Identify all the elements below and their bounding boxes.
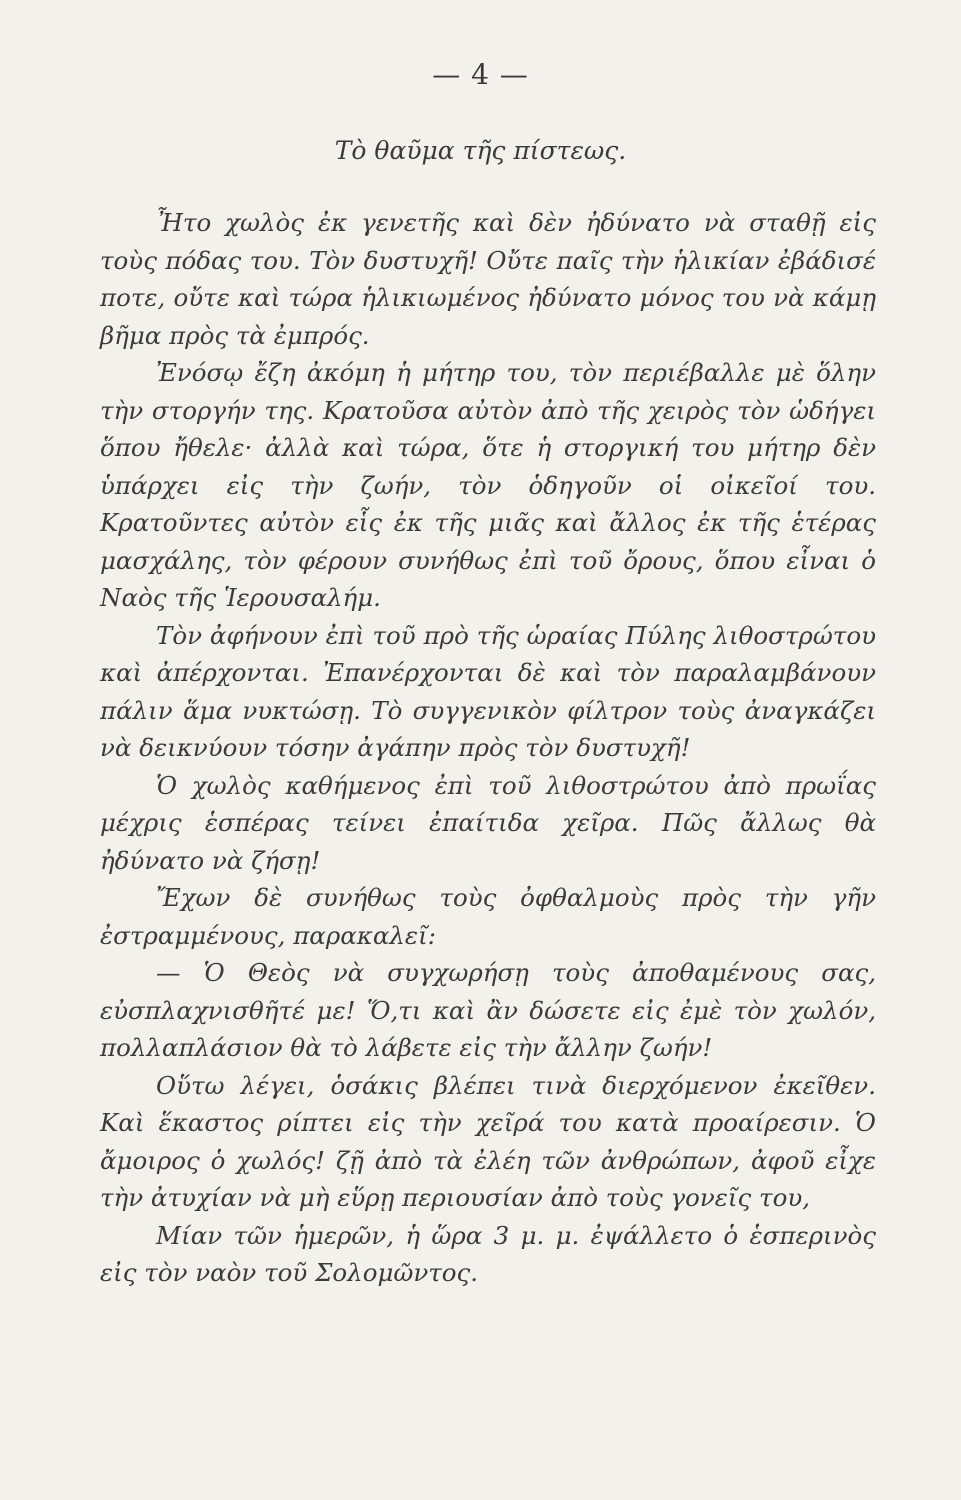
paragraph-3: Τὸν ἀφήνουν ἐπὶ τοῦ πρὸ τῆς ὡραίας Πύλης λιθοστρώτου καὶ ἀπέρχονται. Ἐπανέρχονται δὲ καὶ τὸν παραλαμβάνουν πάλιν ἅμα νυκτώσῃ. Τὸ συγγενικὸν φίλτρον τοὺς ἀναγκάζει νὰ δεικνύουν τόσην ἀγάπην πρὸς τὸν δυστυχῆ!	[100, 620, 876, 762]
chapter-title: Τὸ θαῦμα τῆς πίστεως.	[334, 136, 627, 165]
paragraph-7: Οὕτω λέγει, ὁσάκις βλέπει τινὰ διερχόμενον ἐκεῖθεν. Καὶ ἕκαστος ρίπτει εἰς τὴν χεῖρά του κατὰ προαίρεσιν. Ὁ ἄμοιρος ὁ χωλός! ζῇ ἀπὸ τὰ ἐλέη τῶν ἀνθρώπων, ἀφοῦ εἶχε τὴν ἀτυχίαν νὰ μὴ εὕρῃ περιουσίαν ἀπὸ τοὺς γονεῖς του,	[100, 1070, 876, 1212]
paragraph-8: Μίαν τῶν ἡμερῶν, ἡ ὥρα 3 μ. μ. ἐψάλλετο ὁ ἑσπερινὸς εἰς τὸν ναὸν τοῦ Σολομῶντος.	[100, 1220, 876, 1287]
paragraph-6: — Ὁ Θεὸς νὰ συγχωρήσῃ τοὺς ἀποθαμένους σας, εὐσπλαχνισθῆτέ με! Ὅ,τι καὶ ἂν δώσετε εἰς ἐμὲ τὸν χωλόν, πολλαπλάσιον θὰ τὸ λάβετε εἰς τὴν ἄλλην ζωήν!	[100, 958, 876, 1062]
paragraph-5: Ἔχων δὲ συνήθως τοὺς ὀφθαλμοὺς πρὸς τὴν γῆν ἐστραμμένους, παρακαλεῖ:	[100, 883, 876, 950]
paragraph-4: Ὁ χωλὸς καθήμενος ἐπὶ τοῦ λιθοστρώτου ἀπὸ πρωΐας μέχρις ἑσπέρας τείνει ἐπαίτιδα χεῖρα. Πῶς ἄλλως θὰ ἠδύνατο νὰ ζήσῃ!	[100, 770, 876, 875]
paragraph-2: Ἐνόσῳ ἔζη ἀκόμη ἡ μήτηρ του, τὸν περιέβαλλε μὲ ὅλην τὴν στοργήν της. Κρατοῦσα αὐτὸν ἀπὸ τῆς χειρὸς τὸν ὡδήγει ὅπου ἤθελε· ἀλλὰ καὶ τώρα, ὅτε ἡ στοργική του μήτηρ δὲν ὑπάρχει εἰς τὴν ζωήν, τὸν ὁδηγοῦν οἱ οἰκεῖοί του. Κρατοῦντες αὐτὸν εἷς ἐκ τῆς μιᾶς καὶ ἄλλος ἐκ τῆς ἑτέρας μασχάλης, τὸν φέρουν συνήθως ἐπὶ τοῦ ὄρους, ὅπου εἶναι ὁ Ναὸς τῆς Ἱερουσαλήμ.	[100, 358, 876, 612]
body-text	[100, 204, 876, 1292]
page-number: — 4 —	[432, 58, 529, 91]
paragraph-1: Ἦτο χωλὸς ἐκ γενετῆς καὶ δὲν ἠδύνατο νὰ σταθῇ εἰς τοὺς πόδας του. Τὸν δυστυχῆ! Οὔτε παῖς τὴν ἡλικίαν ἐβάδισέ ποτε, οὔτε καὶ τώρα ἡλικιωμένος ἠδύνατο μόνος του νὰ κάμῃ βῆμα πρὸς τὰ ἐμπρός.	[100, 208, 876, 350]
